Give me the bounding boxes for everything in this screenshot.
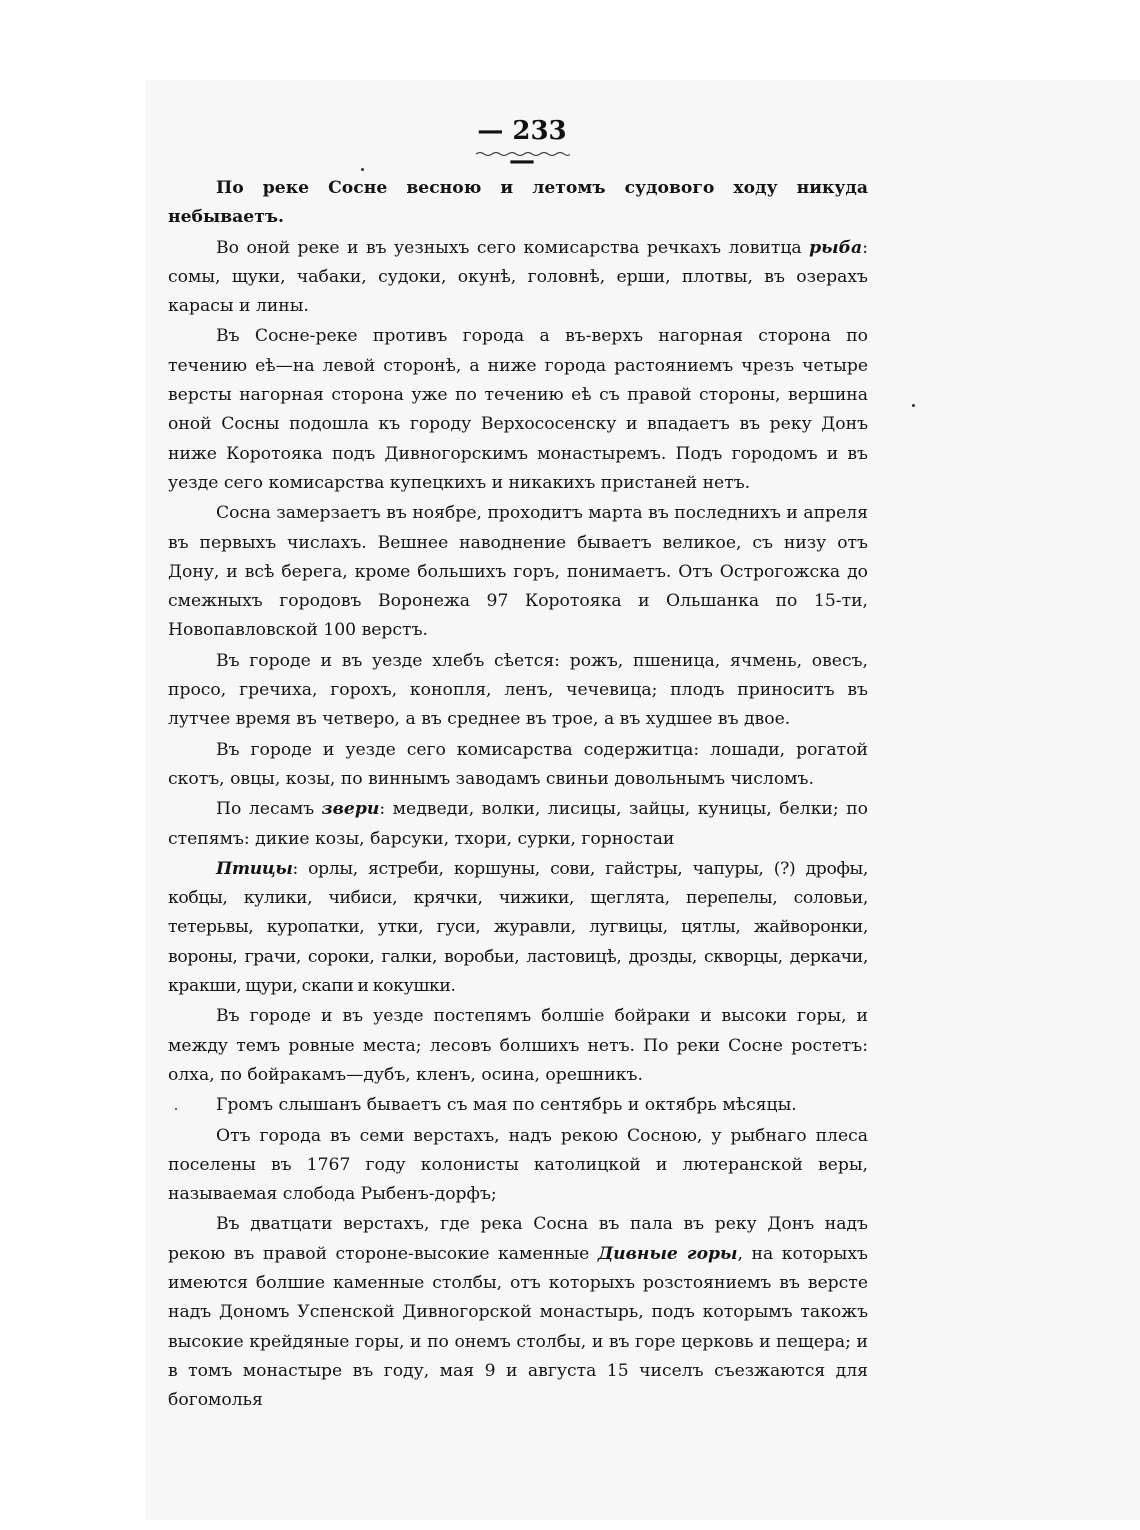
paragraph	[168, 499, 868, 645]
italic-term: рыба	[809, 237, 863, 258]
text-run: Въ городе и уезде сего комисарства содержитца: лошади, рогатой скотъ, овцы, козы, по виннымъ заводамъ свиньи довольнымъ числомъ.	[168, 739, 868, 789]
ink-speck	[361, 168, 364, 171]
paragraph	[168, 647, 868, 735]
text-run: Въ городе и въ уезде хлебъ сѣется: рожъ, пшеница, ячмень, овесъ, просо, гречиха, горохъ, конопля, ленъ, чечевица; плодъ приноситъ въ лутчее время въ четверо, а въ среднее въ трое, а въ худшее въ двое.	[168, 650, 868, 730]
text-run: : медведи, волки, лисицы, зайцы, куницы, белки; по степямъ: дикие козы, барсуки, тхори, сурки, горностаи	[168, 799, 869, 849]
paragraph	[168, 855, 868, 1001]
text-run: Въ городе и въ уезде постепямъ болшіе бойраки и высоки горы, и между темъ ровные места; лесовъ болшихъ нетъ. По реки Сосне ростетъ: олха, по бойракамъ—дубъ, кленъ, осина, орешникъ.	[168, 1006, 868, 1085]
text-run: , на которыхъ имеются болшие каменные столбы, отъ которыхъ розстояниемъ въ версте надъ Дономъ Успенской Дивногорской монастырь, подъ которымъ такожъ высокие крейдяные горы, и по онемъ столбы, и въ горе церковь и пещера; и в томъ монастыре въ году, мая 9 и августа 15 чиселъ съезжаются для богомолья	[168, 1243, 868, 1411]
text-run: Громъ слышанъ бываетъ съ мая по сентябрь и октябрь мѣсяцы.	[216, 1095, 797, 1116]
text-run: Сосна замерзаетъ въ ноябре, проходитъ марта въ последнихъ и апреля въ первыхъ числахъ. Вешнее наводнение бываетъ великое, съ низу отъ Дону, и всѣ берега, кроме большихъ горъ, понимаетъ. Отъ Острогожска до смежныхъ городовъ Воронежа 97 Коротояка и Ольшанка по 15-ти, Новопавловской 100 верстъ.	[168, 503, 868, 641]
ink-speck	[912, 404, 915, 407]
text-run: : орлы, ястреби, коршуны, сови, гайстры, чапуры, (?) дрофы, кобцы, кулики, чибиси, крячки, чижики, щеглята, перепелы, соловьи, тетерьвы, куропатки, утки, гуси, журавли, лугвицы, цятлы, жайворонки, вороны, грачи, сороки, галки, воробьи, ластовицѣ, дрозды, скворцы, деркачи, кракши, щури, скапи и кокушки.	[168, 858, 868, 997]
italic-term: Птицы	[216, 858, 293, 879]
text-run: Въ Сосне-реке противъ города а въ-верхъ нагорная сторона по течению еѣ—на левой сторонѣ, а ниже города растояниемъ чрезъ четыре версты нагорная сторона уже по течению еѣ съ правой стороны, вершина оной Сосны подошла къ городу Верхососенску и впадаетъ въ реку Донъ ниже Коротояка подъ Дивногорскимъ монастыремъ. Подъ городомъ и въ уезде сего комисарства купецкихъ и никакихъ пристаней нетъ.	[168, 326, 868, 493]
paragraph	[168, 1091, 868, 1120]
text-run: По лесамъ	[216, 799, 322, 820]
paragraph	[168, 736, 868, 795]
paragraph	[168, 1122, 868, 1210]
text-run: Отъ города въ семи верстахъ, надъ рекою Сосною, у рыбнаго плеса поселены въ 1767 году колонисты католицкой и лютеранской веры, называемая слобода Рыбенъ-дорфъ;	[168, 1125, 868, 1205]
paragraph	[168, 1210, 868, 1415]
text-run: Во оной реке и въ уезныхъ сего комисарства речкахъ ловитца	[216, 237, 810, 258]
ornamental-squiggle	[474, 150, 570, 158]
italic-term: Дивные горы	[597, 1243, 738, 1264]
body-text	[168, 174, 868, 1415]
bold-text: По реке Сосне весною и летомъ судового ходу никуда небываетъ.	[168, 178, 868, 228]
text-run: : сомы, щуки, чабаки, судоки, окунѣ, головнѣ, ерши, плотвы, въ озерахъ карасы и лины.	[168, 237, 868, 317]
paragraph	[168, 234, 868, 322]
paragraph	[168, 174, 868, 233]
text-run: Въ дватцати верстахъ, где река Сосна въ пала въ реку Донъ надъ рекою въ правой стороне-высокие каменные	[168, 1214, 868, 1264]
page-number: — 233 —	[477, 116, 567, 176]
paragraph	[168, 795, 868, 854]
paragraph	[168, 1002, 868, 1090]
italic-term: звери	[321, 799, 380, 820]
paragraph	[168, 322, 868, 498]
